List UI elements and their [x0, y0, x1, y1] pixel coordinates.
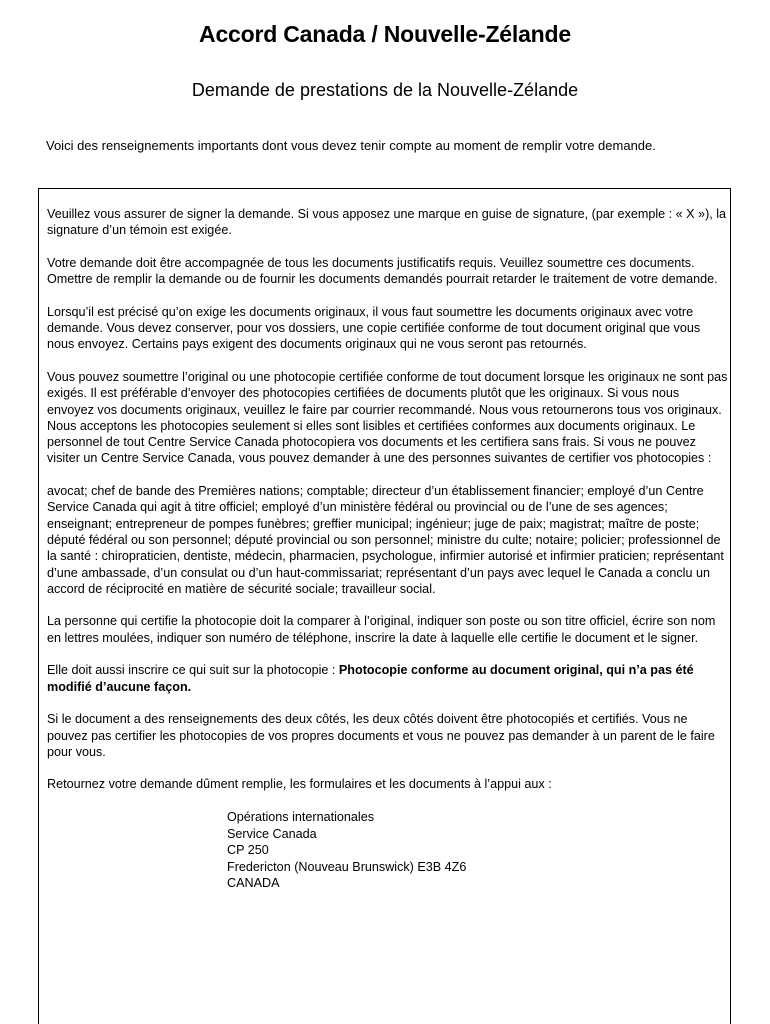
mailing-address — [227, 809, 729, 892]
two-sided-documents-paragraph: Si le document a des renseignements des deux côtés, les deux côtés doivent être photocopiés et certifiés. Vous ne pouvez pas certifier les photocopies de vos propres documents et vous ne pouvez pas demander à un parent de le faire pour vous. — [47, 712, 715, 759]
instructions-content — [47, 206, 729, 892]
certified-copies-paragraph: Vous pouvez soumettre l’original ou une photocopie certifiée conforme de tout document lorsque les originaux ne sont pas exigés. Il est préférable d’envoyer des photocopies certifiées de documents plutôt que les originaux. Si vous nous envoyez vos documents originaux, veuillez le faire par courrier recommandé. Nous vous retournerons tous vos originaux. Nous acceptons les photocopies seulement si elles sont lisibles et certifiées conformes aux documents originaux. Le personnel de tout Centre Service Canada photocopiera vos documents et les certifiera sans frais. Si vous ne pouvez visiter un Centre Service Canada, vous pouvez demander à une des personnes suivantes de certifier vos photocopies : — [47, 369, 728, 466]
certification-statement-paragraph — [47, 662, 729, 695]
original-documents-paragraph: Lorsqu’il est précisé qu’on exige les documents originaux, il vous faut soumettre les documents originaux avec votre demande. Vous devez conserver, pour vos dossiers, une copie certifiée conforme de tout document original que vous nous envoyez. Certains pays exigent des documents originaux qui ne vous seront pas retournés. — [47, 304, 701, 352]
certifiers-list-paragraph: avocat; chef de bande des Premières nations; comptable; directeur d’un établissement financier; employé d’un Centre Service Canada qui agit à titre officiel; employé d’un ministère fédéral ou provincial ou de l’une de ses agences; enseignant; entrepreneur de pompes funèbres; greffier municipal; ingénieur; juge de paix; magistrat; maître de poste; député fédéral ou son personnel; député provincial ou son personnel; ministre du culte; notaire; policier; professionnel de la santé : chiropraticien, dentiste, médecin, pharmacien, psychologue, infirmier autorisé et infirmier praticien; représentant d’une ambassade, d’un consulat ou d’un haut-commissariat; représentant d’un pays avec lequel le Canada a conclu un accord de réciprocité en matière de sécurité sociale; travailleur social. — [47, 484, 724, 596]
instructions-box — [38, 188, 731, 1024]
certification-statement-lead: Elle doit aussi inscrire ce qui suit sur la photocopie : — [47, 663, 339, 678]
signature-paragraph: Veuillez vous assurer de signer la demande. Si vous apposez une marque en guise de signature, (par exemple : « X »), la signature d’un témoin est exigée. — [47, 207, 727, 238]
address-line: Service Canada — [227, 826, 317, 841]
intro-paragraph: Voici des renseignements importants dont vous devez tenir compte au moment de remplir votre demande. — [46, 138, 656, 153]
address-line: Opérations internationales — [227, 809, 375, 824]
return-instructions-paragraph: Retournez votre demande dûment remplie, les formulaires et les documents à l’appui aux : — [47, 777, 552, 792]
address-line: Fredericton (Nouveau Brunswick) E3B 4Z6 — [227, 859, 467, 874]
page-subtitle: Demande de prestations de la Nouvelle-Zélande — [191, 80, 579, 100]
address-line: CANADA — [227, 876, 280, 891]
address-line: CP 250 — [227, 843, 269, 858]
certification-statement-text: Photocopie conforme au document original, qui n’a pas été modifié d’aucune façon. — [47, 663, 694, 694]
page-title: Accord Canada / Nouvelle-Zélande — [199, 21, 571, 47]
certifier-duties-paragraph: La personne qui certifie la photocopie doit la comparer à l’original, indiquer son poste ou son titre officiel, écrire son nom en lettres moulées, indiquer son numéro de téléphone, inscrire la date à laquelle elle certifie le document et le signer. — [47, 614, 716, 645]
supporting-documents-paragraph: Votre demande doit être accompagnée de tous les documents justificatifs requis. Veuillez soumettre ces documents. Omettre de remplir la demande ou de fournir les documents demandés pourrait retarder le traitement de votre demande. — [47, 255, 718, 287]
